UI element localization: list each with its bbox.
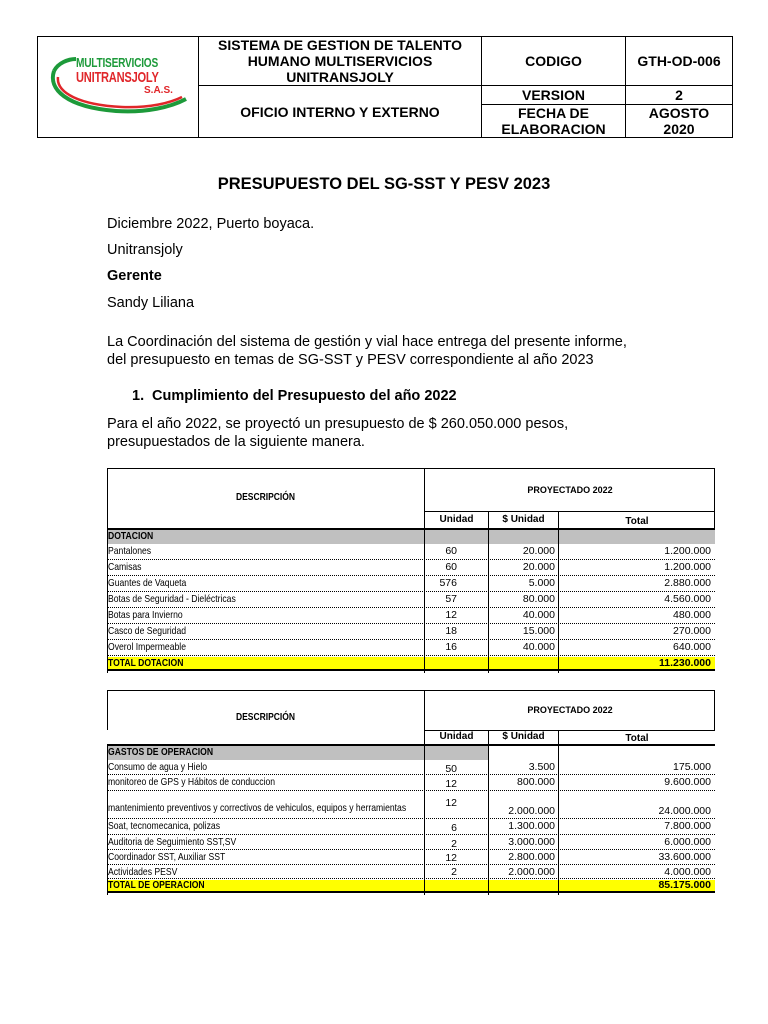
logo-text-multiservicios: MULTISERVICIOS: [76, 55, 158, 70]
table-row: [107, 641, 715, 656]
item-name: Botas de Seguridad - Dieléctricas: [108, 593, 236, 605]
item-unidad: 16: [445, 641, 457, 653]
item-valor: 80.000: [522, 593, 555, 605]
item-total: 1.200.000: [664, 545, 711, 557]
item-unidad: 2: [451, 866, 457, 878]
item-total: 175.000: [673, 761, 711, 773]
item-total: 4.000.000: [664, 866, 711, 878]
item-total: 9.600.000: [664, 776, 711, 788]
section-row: [107, 746, 488, 760]
item-valor: 5.000: [528, 577, 555, 589]
unidad-header: Unidad: [439, 514, 474, 525]
item-valor: 3.000.000: [508, 836, 555, 848]
intro-text-line: del presupuesto en temas de SG-SST y PESV correspondiente al año 2023: [107, 352, 594, 368]
item-valor: 2.800.000: [508, 851, 555, 863]
total-label: TOTAL DOTACION: [108, 657, 184, 669]
unidad-header: Unidad: [439, 731, 474, 742]
item-valor: 3.500: [528, 761, 555, 773]
recipient-name: Sandy Liliana: [107, 295, 195, 311]
section-label: DOTACION: [108, 530, 154, 542]
divider: [424, 530, 425, 673]
system-title-line: SISTEMA DE GESTION DE TALENTO: [218, 37, 462, 53]
table-row: [107, 593, 715, 608]
item-valor: 15.000: [522, 625, 555, 637]
fecha-value: [626, 105, 732, 137]
item-unidad: 57: [445, 593, 457, 605]
total-row: [107, 880, 715, 893]
item-total: 480.000: [673, 609, 711, 621]
descripcion-header: DESCRIPCIÓN: [235, 492, 296, 503]
table-row: [107, 577, 715, 592]
table-row: [107, 761, 715, 775]
item-valor: 40.000: [522, 609, 555, 621]
divider: [107, 746, 108, 895]
section-1-text-line: presupuestados de la siguiente manera.: [107, 434, 365, 450]
item-valor: 800.000: [517, 776, 555, 788]
item-unidad: 50: [445, 763, 457, 775]
item-name: Coordinador SST, Auxiliar SST: [108, 851, 226, 863]
item-total: 270.000: [673, 625, 711, 637]
divider: [107, 530, 108, 673]
divider: [424, 511, 715, 512]
section-1-title: Cumplimiento del Presupuesto del año 2022: [152, 388, 457, 404]
item-total: 1.200.000: [664, 561, 711, 573]
item-name: Soat, tecnomecanica, polizas: [108, 820, 220, 832]
item-name: Camisas: [108, 561, 142, 573]
item-name: Pantalones: [108, 545, 152, 557]
item-unidad: 576: [439, 577, 457, 589]
section-1-text-line: Para el año 2022, se proyectó un presupuesto de $ 260.050.000 pesos,: [107, 416, 569, 432]
section-row: [107, 530, 715, 544]
valor-unidad-header: $ Unidad: [502, 731, 545, 742]
date-place: Diciembre 2022, Puerto boyaca.: [107, 216, 315, 232]
section-1-number: 1.: [132, 388, 145, 404]
total-value: 11.230.000: [659, 657, 711, 669]
item-unidad: 2: [451, 838, 457, 850]
system-title-line: HUMANO MULTISERVICIOS: [247, 53, 433, 69]
table-row: [107, 545, 715, 560]
item-valor: 40.000: [522, 641, 555, 653]
logo-text-unitransjoly: UNITRANSJOLY: [76, 69, 159, 86]
fecha-value-line: AGOSTO: [648, 105, 710, 121]
item-unidad: 12: [445, 797, 457, 809]
total-row: [107, 657, 715, 671]
item-name: monitoreo de GPS y Hábitos de conduccion: [108, 776, 276, 788]
descripcion-header: DESCRIPCIÓN: [235, 712, 296, 723]
section-label: GASTOS DE OPERACION: [108, 746, 214, 758]
version-label: VERSION: [521, 87, 585, 103]
item-total: 640.000: [673, 641, 711, 653]
intro-text-line: La Coordinación del sistema de gestión y vial hace entrega del presente informe,: [107, 334, 627, 350]
item-valor: 2.000.000: [508, 805, 555, 817]
item-total: 4.560.000: [664, 593, 711, 605]
table-row: [107, 625, 715, 640]
item-unidad: 12: [445, 609, 457, 621]
divider: [488, 746, 489, 895]
table-row: [107, 792, 715, 819]
item-unidad: 12: [445, 852, 457, 864]
item-unidad: 12: [445, 778, 457, 790]
item-total: 24.000.000: [658, 805, 711, 817]
item-unidad: 6: [451, 822, 457, 834]
table-row: [107, 836, 715, 850]
system-title: [199, 37, 481, 85]
item-valor: 20.000: [522, 545, 555, 557]
page-title: PRESUPUESTO DEL SG-SST Y PESV 2023: [217, 175, 551, 193]
item-unidad: 60: [445, 545, 457, 557]
total-label: TOTAL DE OPERACION: [108, 879, 205, 891]
item-valor: 2.000.000: [508, 866, 555, 878]
item-name: Actividades PESV: [108, 866, 178, 878]
logo-text-sas: S.A.S.: [144, 85, 173, 96]
valor-unidad-header: $ Unidad: [502, 514, 545, 525]
item-name: Botas para Invierno: [108, 609, 183, 621]
total-header: Total: [625, 733, 649, 744]
table-row: [107, 561, 715, 576]
item-total: 33.600.000: [658, 851, 711, 863]
recipient-role: Gerente: [107, 268, 162, 284]
item-name: mantenimiento preventivos y correctivos de vehiculos, equipos y herramientas: [108, 802, 407, 814]
item-name: Auditoria de Seguimiento SST,SV: [108, 836, 237, 848]
item-valor: 1.300.000: [508, 820, 555, 832]
table-row: [107, 609, 715, 624]
table-row: [107, 820, 715, 835]
fecha-label: [482, 105, 625, 137]
operacion-table: [107, 690, 715, 896]
codigo-value: GTH-OD-006: [637, 53, 721, 69]
proyectado-header: PROYECTADO 2022: [527, 485, 613, 495]
table-row: [107, 851, 715, 865]
company-name: Unitransjoly: [107, 242, 183, 258]
proyectado-header: PROYECTADO 2022: [527, 705, 613, 715]
divider: [558, 530, 559, 673]
item-valor: 20.000: [522, 561, 555, 573]
divider: [424, 746, 425, 895]
item-unidad: 18: [445, 625, 457, 637]
item-total: 7.800.000: [664, 820, 711, 832]
fecha-label-line: ELABORACION: [501, 121, 606, 137]
document-type: OFICIO INTERNO Y EXTERNO: [240, 103, 440, 120]
system-title-line: UNITRANSJOLY: [286, 69, 394, 85]
codigo-label: CODIGO: [525, 53, 582, 69]
total-header: Total: [625, 516, 649, 527]
item-total: 2.880.000: [664, 577, 711, 589]
dotacion-table: [107, 468, 715, 674]
total-value: 85.175.000: [658, 879, 711, 891]
table-row: [107, 776, 715, 791]
item-total: 6.000.000: [664, 836, 711, 848]
item-name: Overol Impermeable: [108, 641, 187, 653]
divider: [488, 530, 489, 673]
document-header-table: [37, 36, 733, 138]
item-name: Casco de Seguridad: [108, 625, 187, 637]
company-logo: [46, 49, 196, 127]
item-name: Consumo de agua y Hielo: [108, 761, 208, 773]
fecha-label-line: FECHA DE: [517, 105, 590, 121]
table-row: [107, 866, 715, 879]
item-name: Guantes de Vaqueta: [108, 577, 187, 589]
fecha-value-line: 2020: [663, 121, 695, 137]
divider: [558, 746, 559, 895]
item-unidad: 60: [445, 561, 457, 573]
version-value: 2: [675, 87, 683, 103]
